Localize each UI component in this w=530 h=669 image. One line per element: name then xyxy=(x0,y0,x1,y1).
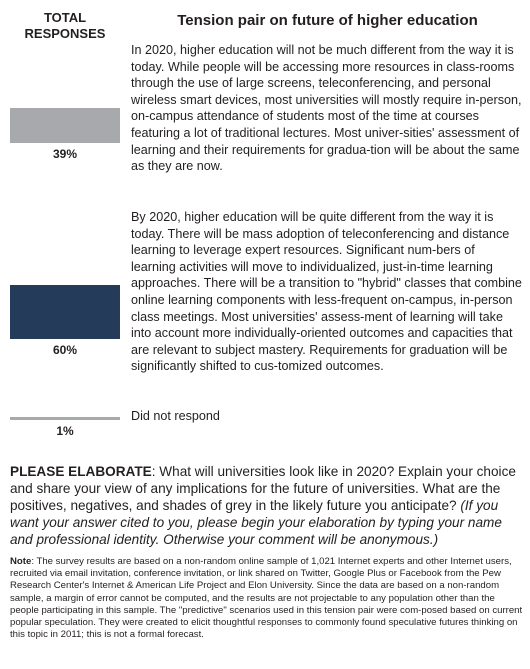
bar-did-not-respond xyxy=(10,417,120,420)
elaborate-prompt xyxy=(10,463,525,548)
elaborate-citation-note: (If you want your answer cited to you, please begin your elaboration by typing your name and professional identity. Otherwise your comment will be anonymous.) xyxy=(10,498,502,547)
data-label-no-change: 39% xyxy=(52,147,78,161)
chart-title: Tension pair on future of higher education xyxy=(177,12,478,29)
scenario-did-not-respond-text: Did not respond xyxy=(131,409,220,423)
methodology-note xyxy=(10,556,525,641)
bar-quite-different xyxy=(10,285,120,339)
note-text: : The survey results are based on a non-random online sample of 1,021 Internet experts and other Internet users, recruited via email invitation, conference invitation, or link shared on Twitter, Google Plus or Facebook from the Pew Research Center's Internet & American Life Project and Elon University. Since the data are based on a non-random sample, a margin of error cannot be computed, and the results are not projectable to any population other than the people participating in this sample. The "predictive" scenarios used in this tension pair were com-posed based on current popular speculation. They were created to elicit thoughtful responses to commonly found speculative futures thinking on this topic in 2011; this is not a formal forecast. xyxy=(10,556,523,641)
note-label: Note xyxy=(10,556,32,567)
data-label-did-not-respond: 1% xyxy=(56,424,74,438)
scenario-quite-different-text: By 2020, higher education will be quite different from the way it is today. There will be mass adoption of teleconferencing and distance learning to leverage expert resources. Significant num-bers of learning activities will move to individualized, just-in-time learning approaches. There will be a transition to "hybrid" classes that combine online learning components with less-frequent on-campus, in-person class meetings. Most universities' assess-ment of learning will take into account more individually-oriented outcomes and capacities that are relevant to subject mastery. Requirements for graduation will be significantly shifted to cus-tomized outcomes. xyxy=(131,210,522,374)
data-label-quite-different: 60% xyxy=(52,343,78,357)
total-responses-header: TOTAL RESPONSES xyxy=(24,10,106,41)
scenario-no-change-text: In 2020, higher education will not be much different from the way it is today. While people will be accessing more resources in class-rooms through the use of large screens, teleconferencing, and personal wireless smart devices, most universities will mostly require in-person, on-campus attendance of students most of the time at courses featuring a lot of traditional lectures. Most univer-sities' assessment of learning and their requirements for gradua-tion will be about the same as they are now. xyxy=(131,43,522,174)
bar-no-change xyxy=(10,108,120,143)
elaborate-body: : What will universities look like in 2020? Explain your choice and share your view of any implications for the future of universities. What are the positives, negatives, and shades of grey in the likely future you anticipate? xyxy=(10,464,516,513)
elaborate-heading: PLEASE ELABORATE xyxy=(10,464,152,479)
